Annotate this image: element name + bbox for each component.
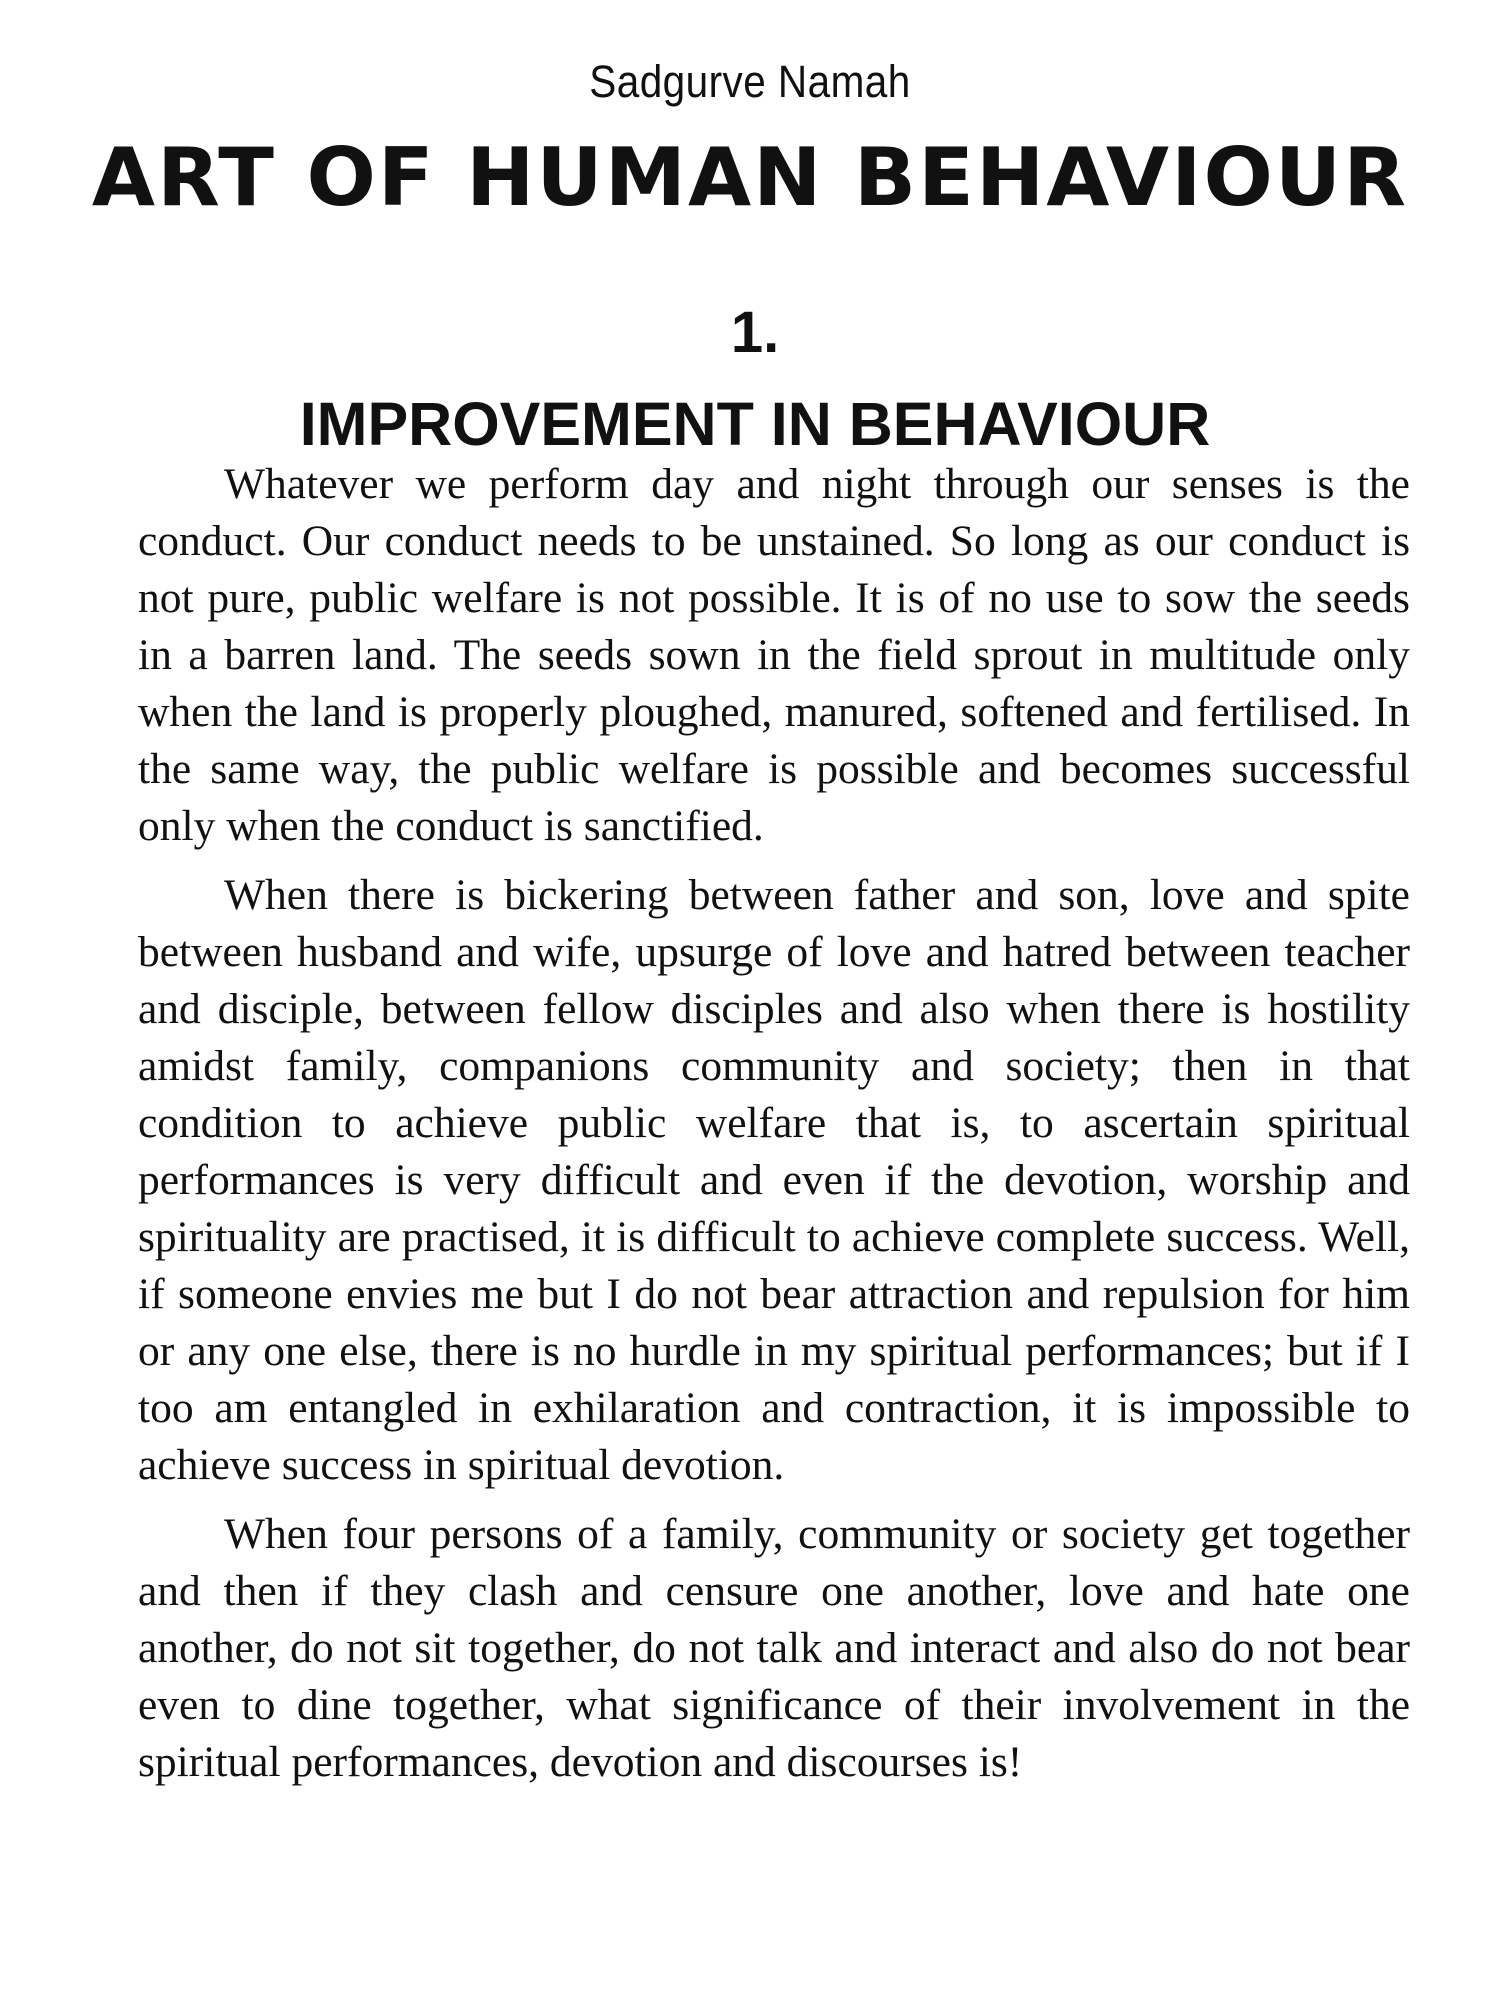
invocation-subtitle: Sadgurve Namah — [589, 56, 911, 107]
paragraph-2: When there is bickering between father and son, love and spite between husband and wife, upsurge of love and hatred between teacher and disciple, between fellow disciples and also when there is hostility amidst family, companions community and society; then in that condition to achieve public welfare that is, to ascertain spiritual performances is very difficult and even if the devotion, worship and spirituality are practised, it is difficult to achieve complete success. Well, if someone envies me but I do not bear attraction and repulsion for him or any one else, there is no hurdle in my spiritual performances; but if I too am entangled in exhilaration and contraction, it is impossible to achieve success in spiritual devotion. — [138, 871, 1410, 1489]
chapter-title: IMPROVEMENT IN BEHAVIOUR — [299, 390, 1211, 458]
body-text — [138, 456, 1410, 1803]
chapter-number: 1. — [730, 300, 780, 365]
paragraph-1: Whatever we perform day and night through our senses is the conduct. Our conduct needs to be unstained. So long as our conduct is not pure, public welfare is not possible. It is of no use to sow the seeds in a barren land. The seeds sown in the field sprout in multitude only when the land is properly ploughed, manured, softened and fertilised. In the same way, the public welfare is possible and becomes successful only when the conduct is sanctified. — [138, 460, 1410, 850]
paragraph-3: When four persons of a family, community or society get together and then if they clash and censure one another, love and hate one another, do not sit together, do not talk and interact and also do not bear even to dine together, what significance of their involvement in the spiritual performances, devotion and discourses is! — [138, 1510, 1410, 1786]
book-title: ART OF HUMAN BEHAVIOUR — [91, 131, 1409, 224]
